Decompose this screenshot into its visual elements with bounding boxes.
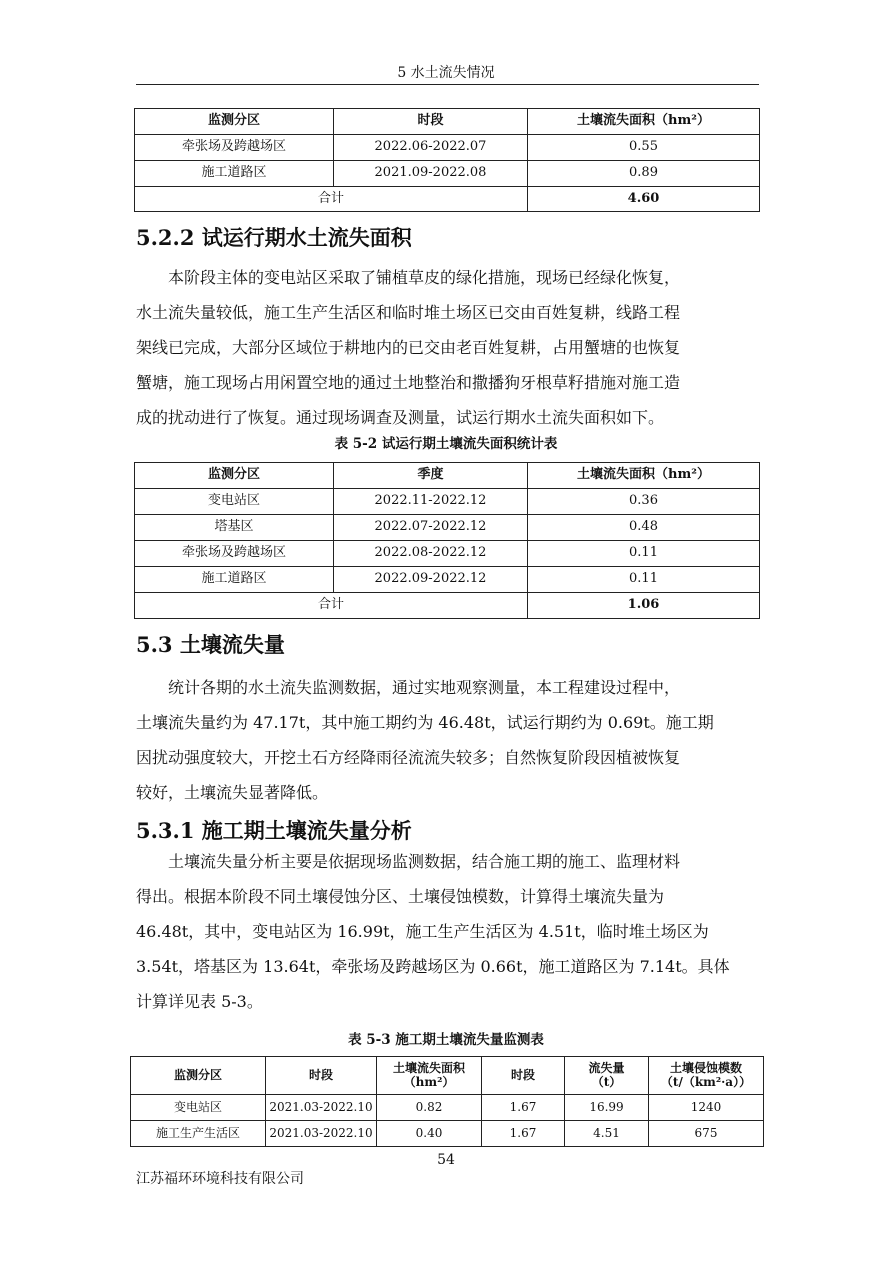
table-cell: 2021.03-2022.10 xyxy=(266,1095,377,1121)
section-heading-5-3-1: 5.3.1 施工期土壤流失量分析 xyxy=(136,818,412,843)
table-row xyxy=(131,1095,764,1121)
paragraph-line: 因扰动强度较大，开挖土石方经降雨径流流失较多；自然恢复阶段因植被恢复 xyxy=(136,748,681,767)
table-cell: 0.11 xyxy=(528,541,760,567)
table-cell: 2022.09-2022.12 xyxy=(334,567,528,593)
header-cell: 监测分区 xyxy=(135,463,334,489)
section-heading-5-3: 5.3 土壤流失量 xyxy=(136,632,285,657)
table-row xyxy=(135,515,760,541)
paragraph-line: 得出。根据本阶段不同土壤侵蚀分区、土壤侵蚀模数，计算得土壤流失量为 xyxy=(136,887,665,906)
table-cell: 675 xyxy=(649,1121,764,1147)
table-cell: 施工生产生活区 xyxy=(131,1121,266,1147)
table-cell: 牵张场及跨越场区 xyxy=(135,135,334,161)
section-heading-5-2-2: 5.2.2 试运行期水土流失面积 xyxy=(136,225,412,250)
table-cell: 1.67 xyxy=(482,1121,565,1147)
table-cell: 2022.11-2022.12 xyxy=(334,489,528,515)
total-label: 合计 xyxy=(135,593,528,619)
table-cell: 塔基区 xyxy=(135,515,334,541)
total-label: 合计 xyxy=(135,187,528,212)
table-total-row xyxy=(135,593,760,619)
table-cell: 2022.07-2022.12 xyxy=(334,515,528,541)
table-row xyxy=(135,541,760,567)
table-header-row xyxy=(131,1057,764,1095)
table-cell: 2021.03-2022.10 xyxy=(266,1121,377,1147)
paragraph-line: 3.54t，塔基区为 13.64t，牵张场及跨越场区为 0.66t，施工道路区为 7.14t。具体 xyxy=(136,957,730,976)
table-row xyxy=(135,135,760,161)
table-total-row xyxy=(135,187,760,212)
table-cell: 0.40 xyxy=(377,1121,482,1147)
header-cell: 时段 xyxy=(266,1057,377,1095)
table-cell: 0.36 xyxy=(528,489,760,515)
table-top-continuation xyxy=(134,108,760,212)
paragraph-5-3-1-cont xyxy=(136,879,758,1019)
table-cell: 2022.08-2022.12 xyxy=(334,541,528,567)
paragraph-line: 蟹塘，施工现场占用闲置空地的通过土地整治和撒播狗牙根草籽措施对施工造 xyxy=(136,373,681,392)
paragraph-line: 本阶段主体的变电站区采取了铺植草皮的绿化措施，现场已经绿化恢复， xyxy=(168,268,681,287)
total-value: 4.60 xyxy=(528,187,760,212)
table-cell: 0.55 xyxy=(528,135,760,161)
header-cell: 监测分区 xyxy=(131,1057,266,1095)
table-cell: 变电站区 xyxy=(131,1095,266,1121)
paragraph-line: 46.48t，其中，变电站区为 16.99t，施工生产生活区为 4.51t，临时堆土场区为 xyxy=(136,922,709,941)
table-header-row xyxy=(135,463,760,489)
table-cell: 0.11 xyxy=(528,567,760,593)
total-value: 1.06 xyxy=(528,593,760,619)
paragraph-5-2-2 xyxy=(136,260,758,295)
paragraph-line: 计算详见表 5-3。 xyxy=(136,992,263,1011)
table-header-row xyxy=(135,109,760,135)
table-cell: 变电站区 xyxy=(135,489,334,515)
table-cell: 2021.09-2022.08 xyxy=(334,161,528,187)
table-cell: 0.82 xyxy=(377,1095,482,1121)
paragraph-5-2-2-cont xyxy=(136,295,758,435)
table-row xyxy=(131,1121,764,1147)
paragraph-line: 土壤流失量分析主要是依据现场监测数据，结合施工期的施工、监理材料 xyxy=(168,852,681,871)
header-cell: 土壤侵蚀模数 （t/（km²·a）） xyxy=(649,1057,764,1095)
paragraph-5-3-1 xyxy=(136,844,758,879)
table-cell: 1240 xyxy=(649,1095,764,1121)
paragraph-line: 较好，土壤流失显著降低。 xyxy=(136,783,329,802)
table-row xyxy=(135,161,760,187)
header-cell: 土壤流失面积 （hm²） xyxy=(377,1057,482,1095)
paragraph-5-3 xyxy=(136,670,758,705)
table-cell: 0.89 xyxy=(528,161,760,187)
table-5-2 xyxy=(134,462,760,619)
table-cell: 4.51 xyxy=(565,1121,649,1147)
header-cell: 季度 xyxy=(334,463,528,489)
table-caption-5-3: 表 5-3 施工期土壤流失量监测表 xyxy=(348,1032,544,1048)
table-cell: 1.67 xyxy=(482,1095,565,1121)
header-cell: 时段 xyxy=(334,109,528,135)
header-cell: 土壤流失面积（hm²） xyxy=(528,463,760,489)
table-5-3 xyxy=(130,1056,764,1147)
header-cell: 时段 xyxy=(482,1057,565,1095)
paragraph-line: 土壤流失量约为 47.17t，其中施工期约为 46.48t，试运行期约为 0.69t。施工期 xyxy=(136,713,714,732)
footer-company-name: 江苏福环环境科技有限公司 xyxy=(136,1171,304,1187)
table-caption-5-2: 表 5-2 试运行期土壤流失面积统计表 xyxy=(334,436,558,452)
table-cell: 牵张场及跨越场区 xyxy=(135,541,334,567)
table-cell: 施工道路区 xyxy=(135,161,334,187)
header-cell: 流失量 （t） xyxy=(565,1057,649,1095)
paragraph-line: 统计各期的水土流失监测数据，通过实地观察测量，本工程建设过程中， xyxy=(168,678,681,697)
header-cell: 土壤流失面积（hm²） xyxy=(528,109,760,135)
table-row xyxy=(135,489,760,515)
page-header-title: 5 水土流失情况 xyxy=(397,65,495,81)
paragraph-line: 成的扰动进行了恢复。通过现场调查及测量，试运行期水土流失面积如下。 xyxy=(136,408,665,427)
paragraph-line: 架线已完成，大部分区域位于耕地内的已交由老百姓复耕，占用蟹塘的也恢复 xyxy=(136,338,681,357)
header-cell: 监测分区 xyxy=(135,109,334,135)
paragraph-5-3-cont xyxy=(136,705,758,810)
table-cell: 施工道路区 xyxy=(135,567,334,593)
table-cell: 16.99 xyxy=(565,1095,649,1121)
table-cell: 0.48 xyxy=(528,515,760,541)
table-row xyxy=(135,567,760,593)
page-number: 54 xyxy=(437,1152,455,1168)
paragraph-line: 水土流失量较低，施工生产生活区和临时堆土场区已交由百姓复耕，线路工程 xyxy=(136,303,681,322)
header-divider xyxy=(136,84,759,85)
table-cell: 2022.06-2022.07 xyxy=(334,135,528,161)
